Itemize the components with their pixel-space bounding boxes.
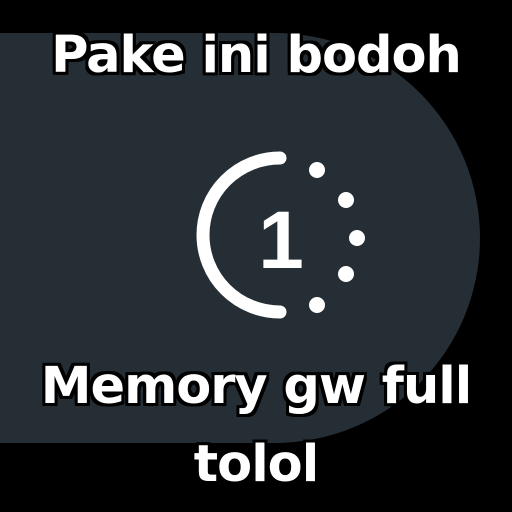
view-once-icon	[180, 150, 380, 320]
view-once-dot	[309, 162, 325, 178]
meme-top-caption: Pake ini bodoh	[51, 26, 461, 85]
meme-bottom-caption-line-2: tolol	[193, 435, 319, 494]
view-once-dot	[338, 266, 354, 282]
meme-bottom-caption	[0, 348, 512, 504]
view-once-dot	[338, 192, 354, 208]
meme-bottom-caption-line-1: Memory gw full	[40, 357, 472, 416]
view-once-dot	[349, 230, 365, 246]
view-once-dot	[309, 297, 325, 313]
view-once-digit: 1	[258, 195, 304, 286]
